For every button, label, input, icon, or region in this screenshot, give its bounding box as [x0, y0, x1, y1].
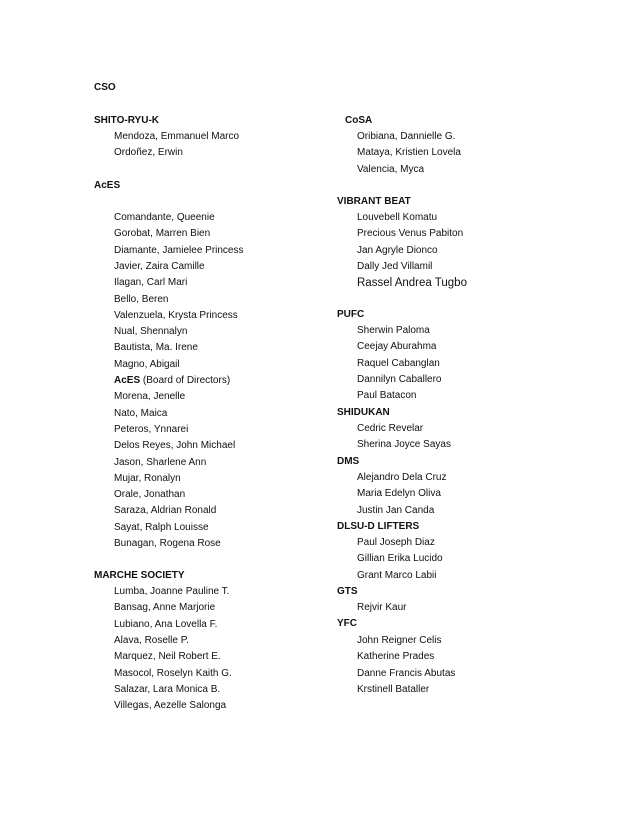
- member-name: Krstinell Bataller: [357, 683, 430, 695]
- member-name: Katherine Prades: [357, 651, 435, 663]
- section-heading-vibrant-beat: VIBRANT BEAT: [337, 196, 411, 207]
- member-name: Lubiano, Ana Lovella F.: [114, 618, 218, 630]
- section-heading-pufc: PUFC: [337, 309, 365, 320]
- member-name: Alejandro Dela Cruz: [357, 472, 447, 483]
- org-title: CSO: [94, 82, 116, 93]
- member-name: Ceejay Aburahma: [357, 341, 437, 353]
- member-name: Valencia, Myca: [357, 163, 425, 175]
- member-name: Sherina Joyce Sayas: [357, 439, 451, 451]
- aces-board-label: (Board of Directors): [140, 375, 231, 386]
- member-name: Dannilyn Caballero: [357, 373, 442, 385]
- member-name: Salazar, Lara Monica B.: [114, 683, 221, 695]
- section-heading-shidukan: SHIDUKAN: [337, 407, 390, 418]
- member-name: Marquez, Neil Robert E.: [114, 651, 221, 663]
- member-name: Paul Joseph Diaz: [357, 537, 435, 548]
- member-name: Ilagan, Carl Mari: [114, 277, 188, 289]
- member-name: Magno, Abigail: [114, 358, 180, 370]
- section-heading-cosa: CoSA: [345, 115, 373, 126]
- member-name: Cedric Revelar: [357, 423, 424, 434]
- section-heading-dms: DMS: [337, 456, 360, 467]
- section-heading-shito-ryu-k: SHITO-RYU-K: [94, 115, 159, 126]
- member-name: Mendoza, Emmanuel Marco: [114, 131, 240, 142]
- aces-board-bold: AcES: [114, 375, 141, 386]
- member-name: Mataya, Kristien Lovela: [357, 147, 461, 159]
- member-name: Villegas, Aezelle Salonga: [114, 700, 227, 712]
- aces-board-of-directors: [114, 375, 230, 387]
- member-name: Comandante, Queenie: [114, 212, 215, 223]
- member-name: Gorobat, Marren Bien: [114, 228, 211, 240]
- member-name: Javier, Zaira Camille: [114, 260, 205, 272]
- member-name: Rassel Andrea Tugbo: [357, 277, 467, 290]
- member-name: Nato, Maica: [114, 407, 168, 419]
- member-name: Mujar, Ronalyn: [114, 472, 181, 484]
- member-name: Lumba, Joanne Pauline T.: [114, 586, 230, 597]
- member-name: Gillian Erika Lucido: [357, 553, 443, 565]
- member-name: Orale, Jonathan: [114, 489, 186, 501]
- member-name: Bautista, Ma. Irene: [114, 342, 198, 354]
- section-heading-yfc: YFC: [337, 618, 357, 629]
- member-name: Dally Jed Villamil: [357, 260, 433, 272]
- member-name: Bansag, Anne Marjorie: [114, 602, 216, 614]
- member-name: Ordoñez, Erwin: [114, 147, 183, 159]
- member-name: Saraza, Aldrian Ronald: [114, 505, 217, 517]
- member-name: Nual, Shennalyn: [114, 326, 188, 338]
- member-name: Oribiana, Dannielle G.: [357, 131, 456, 142]
- member-name: Valenzuela, Krysta Princess: [114, 309, 238, 321]
- member-name: Morena, Jenelle: [114, 391, 186, 403]
- member-name: Raquel Cabanglan: [357, 357, 440, 369]
- member-name: Grant Marco Labii: [357, 569, 437, 581]
- member-name: Rejvir Kaur: [357, 602, 407, 613]
- member-name: Bunagan, Rogena Rose: [114, 538, 221, 549]
- member-name: Jason, Sharlene Ann: [114, 456, 207, 468]
- section-heading-aces: AcES: [94, 180, 121, 191]
- member-name: Peteros, Ynnarei: [114, 423, 189, 435]
- section-heading-gts: GTS: [337, 586, 358, 597]
- member-name: Maria Edelyn Oliva: [357, 488, 441, 500]
- member-name: John Reigner Celis: [357, 635, 442, 646]
- member-name: Precious Venus Pabiton: [357, 228, 464, 240]
- member-name: Diamante, Jamielee Princess: [114, 244, 244, 256]
- section-heading-marche-society: MARCHE SOCIETY: [94, 570, 185, 581]
- member-name: Paul Batacon: [357, 390, 417, 402]
- member-name: Alava, Roselle P.: [114, 634, 189, 646]
- member-name: Louvebell Komatu: [357, 212, 438, 223]
- member-name: Delos Reyes, John Michael: [114, 440, 236, 452]
- member-name: Danne Francis Abutas: [357, 667, 456, 679]
- member-name: Masocol, Roselyn Kaith G.: [114, 667, 232, 679]
- member-name: Justin Jan Canda: [357, 504, 435, 516]
- section-heading-dlsu-d-lifters: DLSU-D LIFTERS: [337, 521, 420, 532]
- member-name: Bello, Beren: [114, 293, 169, 305]
- member-name: Sherwin Paloma: [357, 325, 430, 336]
- member-name: Jan Agryle Dionco: [357, 244, 438, 256]
- member-name: Sayat, Ralph Louisse: [114, 521, 209, 533]
